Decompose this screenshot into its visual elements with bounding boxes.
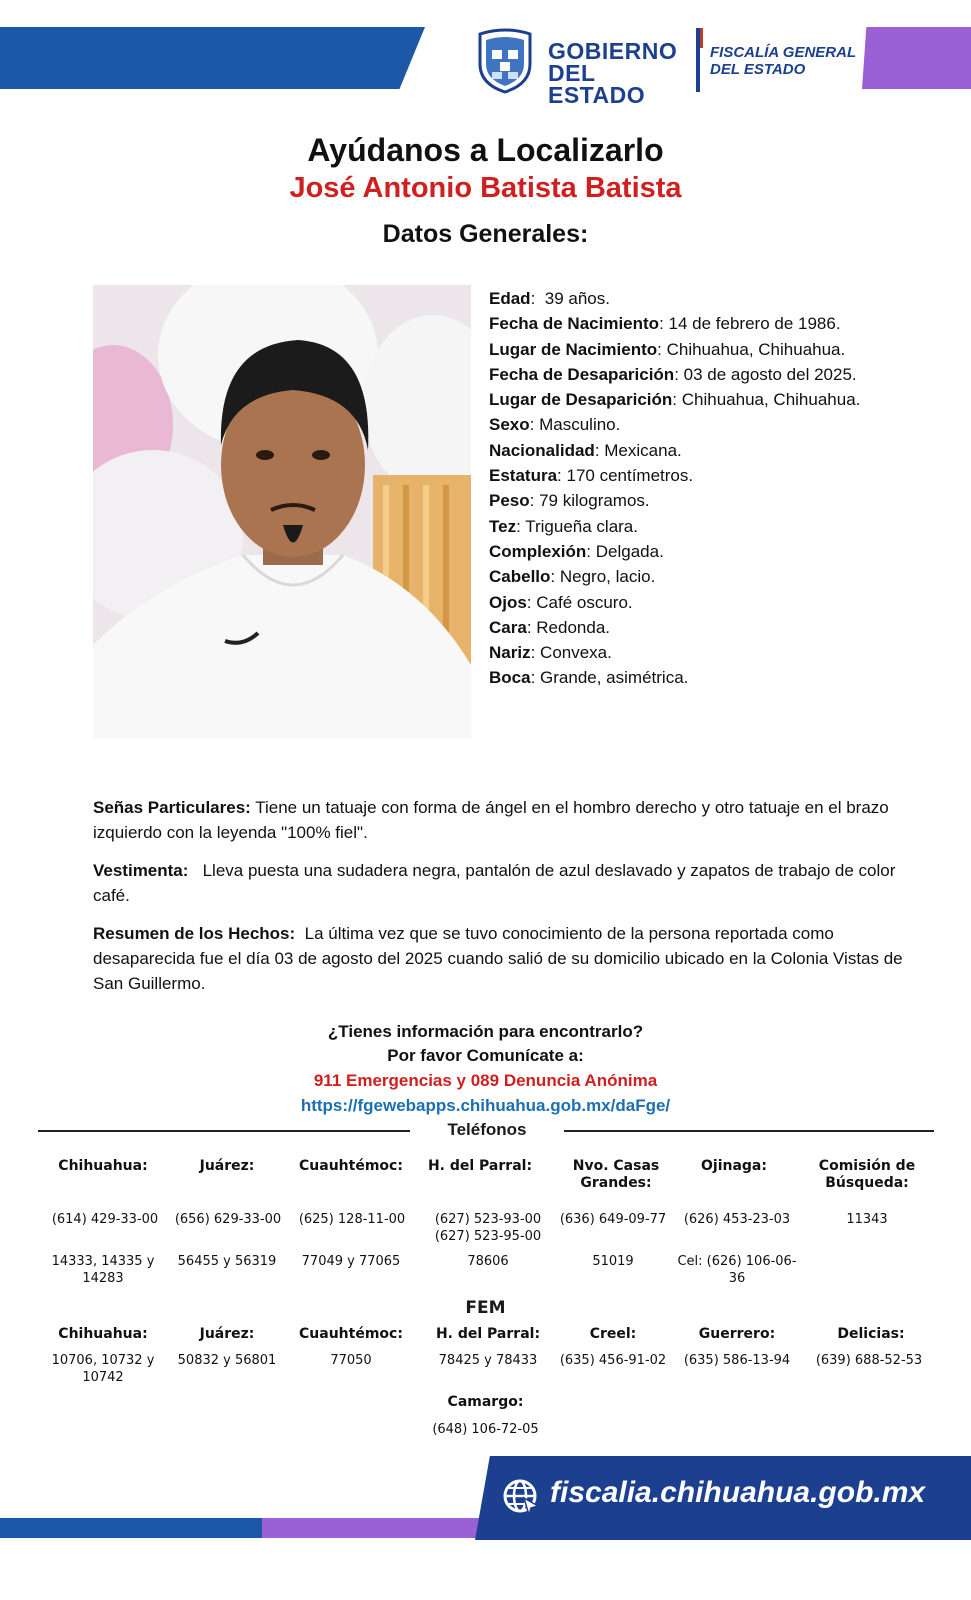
missing-person-name: José Antonio Batista Batista (289, 172, 682, 204)
phone-extension: 14333, 14335 y 14283 (51, 1254, 155, 1286)
fact-value: 14 de febrero de 1986. (663, 314, 841, 334)
fact-value: 170 centímetros. (561, 466, 694, 486)
fact-value: Chihuahua, Chihuahua. (661, 339, 846, 359)
phone-extension: 77049 y 77065 (301, 1254, 401, 1269)
tel-header: Chihuahua: (58, 1158, 148, 1174)
fact-row: Nacionalidad: Mexicana. (489, 440, 682, 460)
fact-label: Tez (489, 516, 517, 536)
fact-label: Boca (489, 668, 531, 688)
fact-value: Mexicana. (599, 440, 682, 460)
fem-number: 78425 y 78433 (438, 1353, 538, 1368)
senas-text: Tiene un tatuaje con forma de ángel en el hombro derecho y otro tatuaje en el brazo izquierdo con la leyenda "100% fiel". (93, 798, 889, 842)
phone-extension: 78606 (467, 1254, 509, 1269)
phone-number: (626) 453-23-03 (683, 1212, 791, 1227)
footer-blue-strip (0, 1518, 265, 1538)
fact-row: Tez: Trigueña clara. (489, 516, 638, 536)
phone-number: (636) 649-09-77 (559, 1212, 667, 1227)
phone-number: (625) 128-11-00 (298, 1212, 406, 1227)
fact-row: Cabello: Negro, lacio. (489, 567, 656, 587)
phone-number: (614) 429-33-00 (51, 1212, 159, 1227)
fact-value: Negro, lacio. (555, 567, 656, 587)
fact-value: Grande, asimétrica. (535, 668, 689, 688)
gobierno-del-estado-wordmark: GOBIERNO DEL ESTADO (548, 38, 678, 108)
general-data-list (489, 286, 919, 691)
section-heading: Datos Generales: (382, 220, 589, 248)
fact-label: Complexión (489, 541, 587, 561)
phone-number: (656) 629-33-00 (174, 1212, 282, 1227)
fact-row: Cara: Redonda. (489, 617, 610, 637)
fem-number: 77050 (330, 1353, 372, 1368)
fiscalia-wordmark: FISCALÍA GENERAL DEL ESTADO (710, 44, 856, 78)
emergency-numbers: 911 Emergencias y 089 Denuncia Anónima (313, 1071, 658, 1090)
vestimenta-label: Vestimenta: (93, 861, 189, 880)
tel-header: H. del Parral: (427, 1158, 533, 1174)
fem-heading: FEM (465, 1298, 506, 1318)
fact-row: Fecha de Nacimiento: 14 de febrero de 1986. (489, 314, 841, 334)
phone-extension: 51019 (592, 1254, 634, 1269)
fact-label: Cara (489, 617, 527, 637)
fem-number: 10706, 10732 y 10742 (51, 1353, 155, 1385)
fact-row: Sexo: Masculino. (489, 415, 621, 435)
tel-header: Ojinaga: (701, 1158, 767, 1174)
telefonos-rule-left (38, 1130, 410, 1132)
fact-value: Chihuahua, Chihuahua. (677, 390, 861, 410)
fact-row: Fecha de Desaparición: 03 de agosto del 2025. (489, 364, 857, 384)
resumen-label: Resumen de los Hechos: (93, 924, 296, 943)
header-divider-accent (700, 28, 703, 48)
fact-row: Lugar de Desaparición: Chihuahua, Chihuahua. (489, 390, 861, 410)
distinguishing-marks (93, 795, 903, 845)
missing-person-photo (93, 285, 471, 738)
contact-instruction: Por favor Comunícate a: (387, 1046, 584, 1065)
fact-value: Delgada. (591, 541, 664, 561)
footer-purple-strip (262, 1518, 492, 1538)
fact-label: Nariz (489, 643, 531, 663)
fem-number: (635) 586-13-94 (683, 1353, 791, 1368)
camargo-phone: (648) 106-72-05 (432, 1422, 539, 1437)
fact-label: Edad (489, 289, 531, 308)
telefonos-heading: Teléfonos (447, 1120, 527, 1139)
fem-header: Chihuahua: (58, 1326, 148, 1342)
fem-header: Cuauhtémoc: (299, 1326, 403, 1342)
vestimenta-text: Lleva puesta una sudadera negra, pantalón de azul deslavado y zapatos de trabajo de color café. (93, 861, 901, 905)
fact-value: 39 años. (535, 289, 610, 308)
phone-extension: 56455 y 56319 (177, 1254, 277, 1269)
phone-number: (627) 523-93-00 (627) 523-95-00 (434, 1212, 542, 1244)
clothing-description (93, 858, 903, 908)
phone-extension: Cel: (626) 106-06-36 (677, 1254, 797, 1286)
fact-label: Lugar de Nacimiento (489, 339, 658, 359)
report-link[interactable]: https://fgewebapps.chihuahua.gob.mx/daFge/ (300, 1096, 671, 1115)
telefonos-rule-right (564, 1130, 934, 1132)
fact-label: Estatura (489, 466, 558, 486)
fact-row: Estatura: 170 centímetros. (489, 466, 694, 486)
state-shield-logo (476, 28, 534, 94)
fact-label: Fecha de Nacimiento (489, 314, 660, 334)
header-purple-band (862, 27, 971, 89)
poster-title: Ayúdanos a Localizarlo (307, 132, 664, 168)
fact-row: Complexión: Delgada. (489, 541, 664, 561)
fact-label: Sexo (489, 415, 530, 435)
case-summary (93, 921, 908, 996)
senas-label: Señas Particulares: (93, 798, 251, 817)
fact-value: 03 de agosto del 2025. (678, 364, 857, 384)
tel-header: Cuauhtémoc: (299, 1158, 403, 1174)
camargo-label: Camargo: (447, 1394, 524, 1410)
fem-header: Delicias: (837, 1326, 905, 1342)
globe-cursor-icon (502, 1478, 540, 1516)
footer-website[interactable]: fiscalia.chihuahua.gob.mx (550, 1476, 926, 1509)
fact-value: 79 kilogramos. (534, 491, 650, 511)
fact-label: Cabello (489, 567, 551, 587)
fact-label: Ojos (489, 592, 527, 612)
fact-row: Lugar de Nacimiento: Chihuahua, Chihuahua. (489, 339, 846, 359)
fact-label: Peso (489, 491, 530, 511)
header-blue-band (0, 27, 425, 89)
fact-row: Nariz: Convexa. (489, 643, 612, 663)
fact-row: Peso: 79 kilogramos. (489, 491, 650, 511)
fact-value: Café oscuro. (531, 592, 633, 612)
tel-header: Comisión de Búsqueda: (818, 1158, 916, 1191)
fact-value: Masculino. (534, 415, 621, 435)
tel-header: Nvo. Casas Grandes: (572, 1158, 660, 1191)
tel-header: Juárez: (199, 1158, 255, 1174)
fact-row: Ojos: Café oscuro. (489, 592, 633, 612)
fem-number: 50832 y 56801 (177, 1353, 277, 1368)
fact-value: Trigueña clara. (520, 516, 638, 536)
fact-value: Convexa. (535, 643, 612, 663)
fact-value: Redonda. (531, 617, 610, 637)
fact-label: Nacionalidad (489, 440, 595, 460)
fact-label: Fecha de Desaparición (489, 364, 675, 384)
fact-label: Lugar de Desaparición (489, 390, 673, 410)
fem-number: (639) 688-52-53 (815, 1353, 923, 1368)
fact-row: Edad: 39 años. (489, 289, 610, 308)
contact-question: ¿Tienes información para encontrarlo? (327, 1022, 644, 1041)
fem-header: Guerrero: (698, 1326, 776, 1342)
fem-header: H. del Parral: (435, 1326, 541, 1342)
fem-header: Juárez: (199, 1326, 255, 1342)
fem-header: Creel: (589, 1326, 637, 1342)
fem-number: (635) 456-91-02 (559, 1353, 667, 1368)
resumen-text: La última vez que se tuvo conocimiento de la persona reportada como desaparecida fue el día 03 de agosto del 2025 cuando salió de su domicilio ubicado en la Colonia Vistas de San Guillermo. (93, 924, 908, 993)
phone-number: 11343 (846, 1212, 888, 1227)
fact-row: Boca: Grande, asimétrica. (489, 668, 689, 688)
